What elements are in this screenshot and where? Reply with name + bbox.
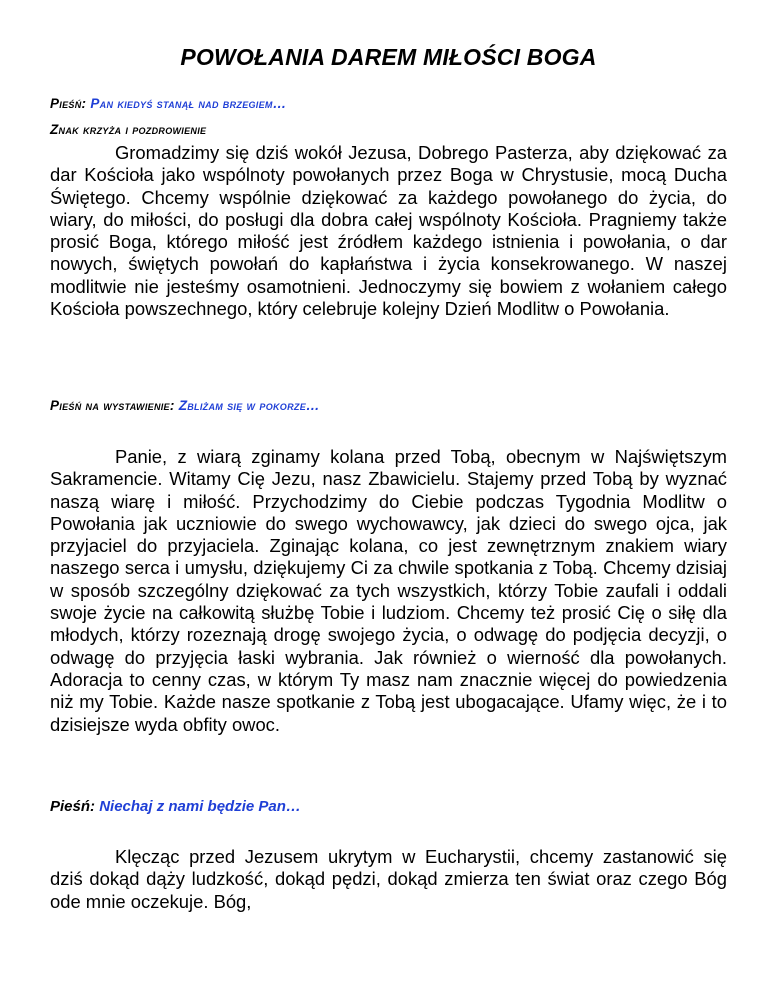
song-1-line xyxy=(50,96,287,111)
song-2-line xyxy=(50,398,320,413)
paragraph-2: Panie, z wiarą zginamy kolana przed Tobą, obecnym w Najświętszym Sakramencie. Witamy Cię Jezu, nasz Zbawicielu. Stajemy przed Tobą by wyznać naszą wiarę i miłość. Przychodzimy do Ciebie podczas Tygodnia Modlitw o Powołania jak uczniowie do swego wychowawcy, jak dzieci do swego ojca, jak przyjaciel do przyjaciela. Zginając kolana, co jest zewnętrznym znakiem wiary naszego serca i umysłu, dziękujemy Ci za chwile spotkania z Tobą. Chcemy dzisiaj w sposób szczególny dziękować za tych wszystkich, którzy Tobie zaufali i oddali swoje życie na całkowitą służbę Tobie i ludziom. Chcemy też prosić Cię o siłę dla młodych, którzy rozeznają drogę swojego życia, o odwagę do podjęcia decyzji, o odwagę do przyjęcia łaski wybrania. Jak również o wierność dla powołanych. Adoracja to cenny czas, w którym Ty masz nam znacznie więcej do powiedzenia niż my Tobie. Każde nasze spotkanie z Tobą jest ubogacające. Ufamy więc, że i to dzisiejsze wyda obfity owoc. xyxy=(50,446,727,735)
sign-of-cross-heading: Znak krzyża i pozdrowienie xyxy=(50,122,207,137)
paragraph-3: Klęcząc przed Jezusem ukrytym w Eucharystii, chcemy zastanowić się dziś dokąd dąży ludzkość, dokąd pędzi, dokąd zmierza ten świat oraz czego Bóg ode mnie oczekuje. Bóg, xyxy=(50,846,727,912)
song-3-line xyxy=(50,798,301,815)
song-2-label: Pieśń na wystawienie: xyxy=(50,398,179,413)
song-3-name: Niechaj z nami będzie Pan… xyxy=(99,798,301,815)
song-2-name: Zbliżam się w pokorze… xyxy=(178,398,320,413)
song-1-name: Pan kiedyś stanął nad brzegiem… xyxy=(90,96,287,111)
paragraph-1: Gromadzimy się dziś wokół Jezusa, Dobrego Pasterza, aby dziękować za dar Kościoła jako wspólnoty powołanych przez Boga w Chrystusie, mocą Ducha Świętego. Chcemy wspólnie dziękować za każdego powołanego do życia, do wiary, do miłości, do posługi dla dobra całej wspólnoty Kościoła. Pragniemy także prosić Boga, którego miłość jest źródłem każdego istnienia i powołania, o dar nowych, świętych powołań do kapłaństwa i życia konsekrowanego. W naszej modlitwie nie jesteśmy osamotnieni. Jednoczymy się bowiem z wołaniem całego Kościoła powszechnego, który celebruje kolejny Dzień Modlitw o Powołania. xyxy=(50,142,727,320)
page-title: POWOŁANIA DAREM MIŁOŚCI BOGA xyxy=(180,44,597,70)
song-1-label: Pieśń: xyxy=(50,96,91,111)
song-3-label: Pieśń: xyxy=(50,798,100,815)
